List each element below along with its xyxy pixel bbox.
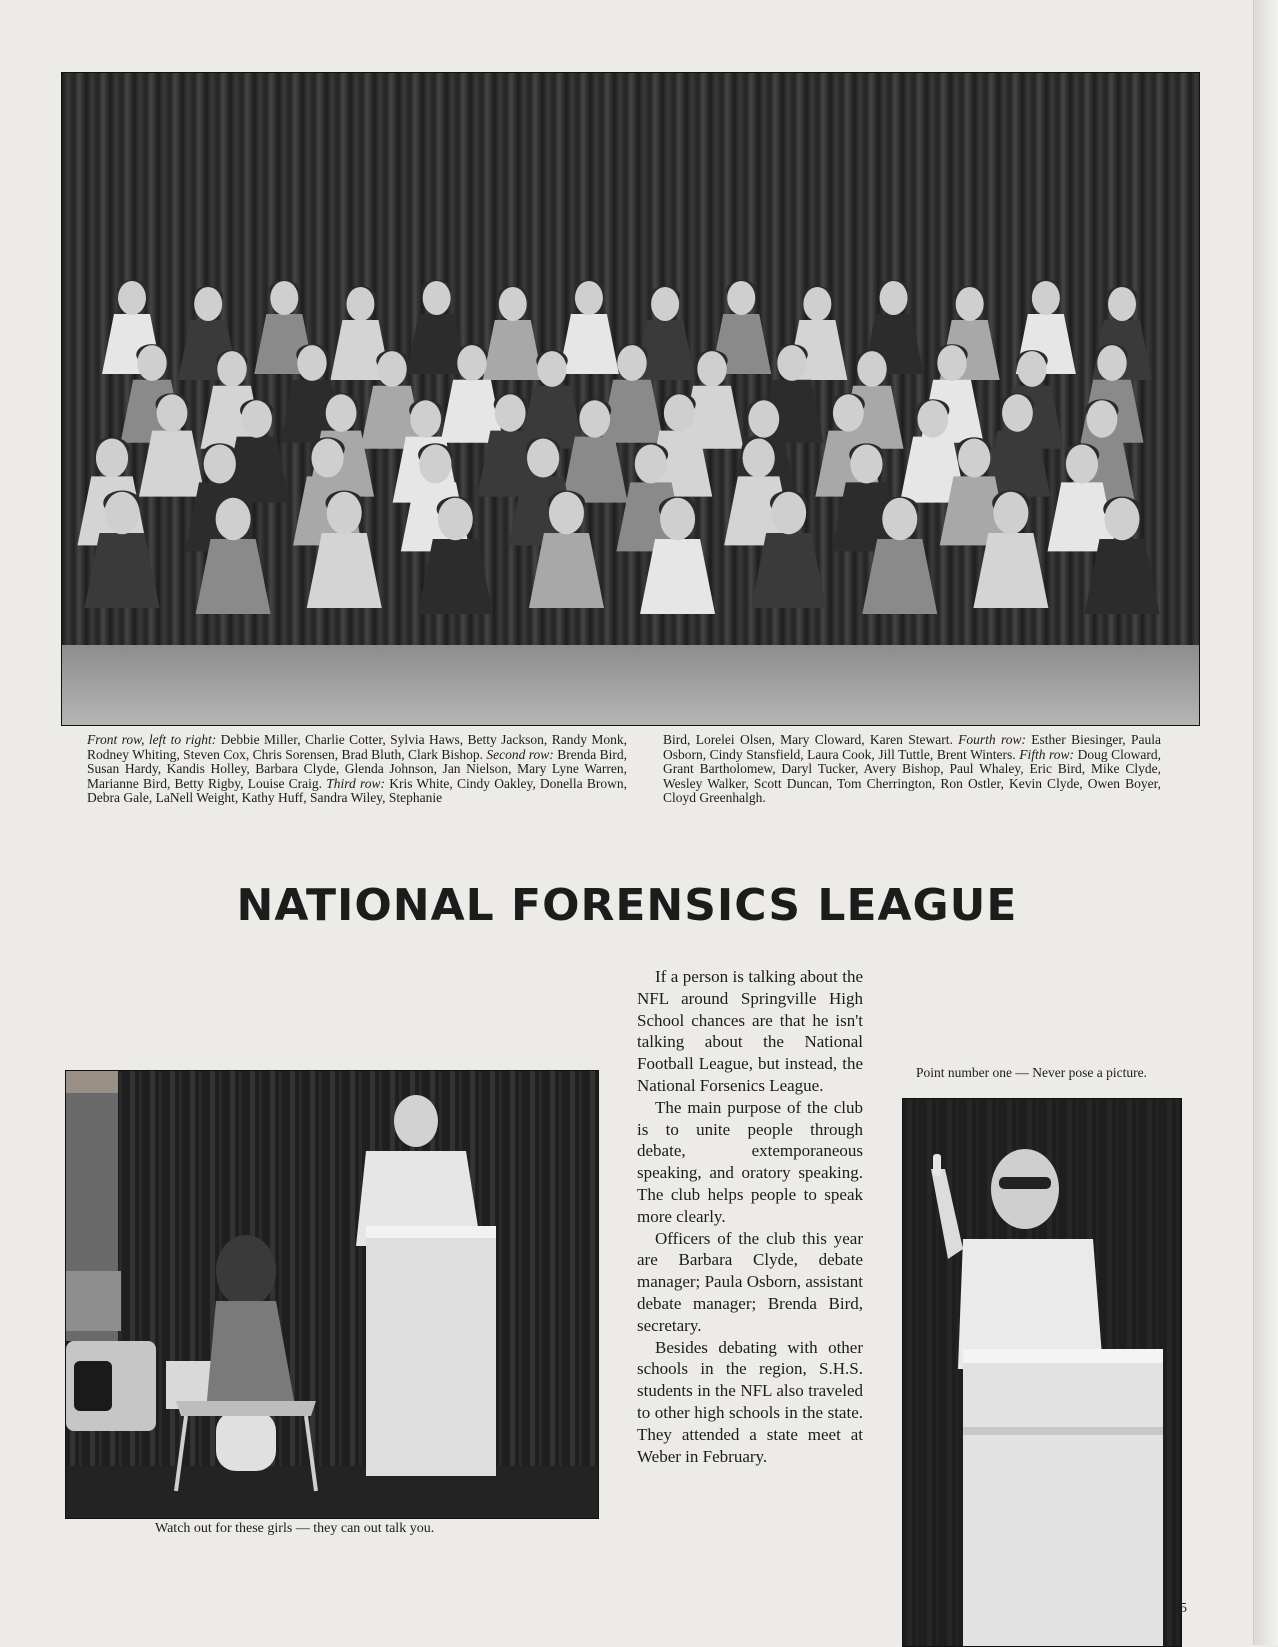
seated-girl-hair bbox=[216, 1235, 276, 1307]
article-paragraph: Besides debating with other schools in the region, S.H.S. students in the NFL also traveled to other high schools in the state. They attended a state meet at Weber in February. bbox=[637, 1337, 863, 1466]
caption-row-names: Esther Biesinger, Paula Osborn, Cindy Stansfield, Laura Cook, Jill Tuttle, Brent Winters. bbox=[663, 732, 1161, 762]
caption-row-label: Fifth row: bbox=[1019, 746, 1075, 762]
caption-row-label: Third row: bbox=[326, 775, 385, 791]
caption-row-names: Brenda Bird, Susan Hardy, Kandis Holley, Barbara Clyde, Glenda Johnson, Jan Nielson, Mary Lyne Warren, Marianne Bird, Betty Rigby, Louise Craig. bbox=[87, 746, 627, 791]
debate-photo-scene bbox=[66, 1071, 598, 1518]
chair-seat bbox=[176, 1401, 316, 1416]
caption-row-names: Bird, Lorelei Olsen, Mary Cloward, Karen Stewart. bbox=[663, 732, 959, 747]
lectern-top bbox=[963, 1349, 1163, 1363]
group-caption-left bbox=[87, 733, 627, 806]
lectern-top bbox=[366, 1226, 496, 1238]
group-photo bbox=[61, 72, 1200, 726]
stage-floor bbox=[66, 1466, 598, 1518]
speaker-photo bbox=[902, 1098, 1182, 1647]
window-panel bbox=[66, 1271, 121, 1331]
caption-row-names: Kris White, Cindy Oakley, Donella Brown, Debra Gale, LaNell Weight, Kathy Huff, Sandra Wiley, Stephanie bbox=[87, 775, 628, 805]
student-figure bbox=[559, 280, 619, 374]
group-figures bbox=[62, 73, 1199, 725]
caption-row-label: Second row: bbox=[486, 746, 554, 762]
article-paragraph: If a person is talking about the NFL around Springville High School chances are that he isn't talking about the National Football League, but instead, the National Forsenics League. bbox=[637, 967, 863, 1095]
chair-hole bbox=[74, 1361, 112, 1411]
page-edge bbox=[1253, 0, 1278, 1645]
article-paragraph: The main purpose of the club is to unite people through debate, extemporaneous speaking, and oratory speaking. The club helps people to speak more clearly. bbox=[637, 1097, 863, 1226]
caption-row-names: Debbie Miller, Charlie Cotter, Sylvia Haws, Betty Jackson, Randy Monk, Rodney Whiting, Steven Cox, Chris Sorensen, Brad Bluth, Clark Bishop. bbox=[87, 732, 627, 762]
group-caption-right bbox=[663, 733, 1161, 806]
caption-row-label: Front row, left to right: bbox=[87, 732, 217, 747]
speaker-photo-scene bbox=[903, 1099, 1181, 1646]
caption-row-label: Fourth row: bbox=[958, 732, 1026, 747]
lectern bbox=[963, 1349, 1163, 1646]
article-paragraph: Officers of the club this year are Barbara Clyde, debate manager; Paula Osborn, assistant debate manager; Brenda Bird, secretary. bbox=[637, 1228, 863, 1335]
article-body bbox=[637, 966, 863, 1467]
seated-girl-legs bbox=[216, 1411, 276, 1471]
pointing-finger bbox=[933, 1154, 941, 1176]
curtain-backdrop bbox=[66, 1071, 598, 1518]
lectern-stripe bbox=[963, 1427, 1163, 1435]
speaker-photo-caption: Point number one — Never pose a picture. bbox=[916, 1065, 1147, 1080]
page-number: 95 bbox=[1173, 1601, 1187, 1616]
brick-wall bbox=[66, 1071, 118, 1093]
speaker-glasses bbox=[999, 1177, 1051, 1189]
caption-row-names: Doug Cloward, Grant Bartholomew, Daryl Tucker, Avery Bishop, Paul Whaley, Eric Bird, Mike Clyde, Wesley Walker, Scott Duncan, Tom Cherrington, Ron Ostler, Kevin Clyde, Owen Boyer, Cloyd Greenhalgh. bbox=[663, 746, 1161, 805]
debate-photo bbox=[65, 1070, 599, 1519]
student-figure bbox=[483, 286, 543, 380]
debate-photo-caption: Watch out for these girls — they can out talk you. bbox=[155, 1521, 435, 1536]
page-title: NATIONAL FORENSICS LEAGUE bbox=[236, 880, 1018, 931]
lectern bbox=[366, 1226, 496, 1476]
standing-girl-head bbox=[394, 1095, 438, 1147]
